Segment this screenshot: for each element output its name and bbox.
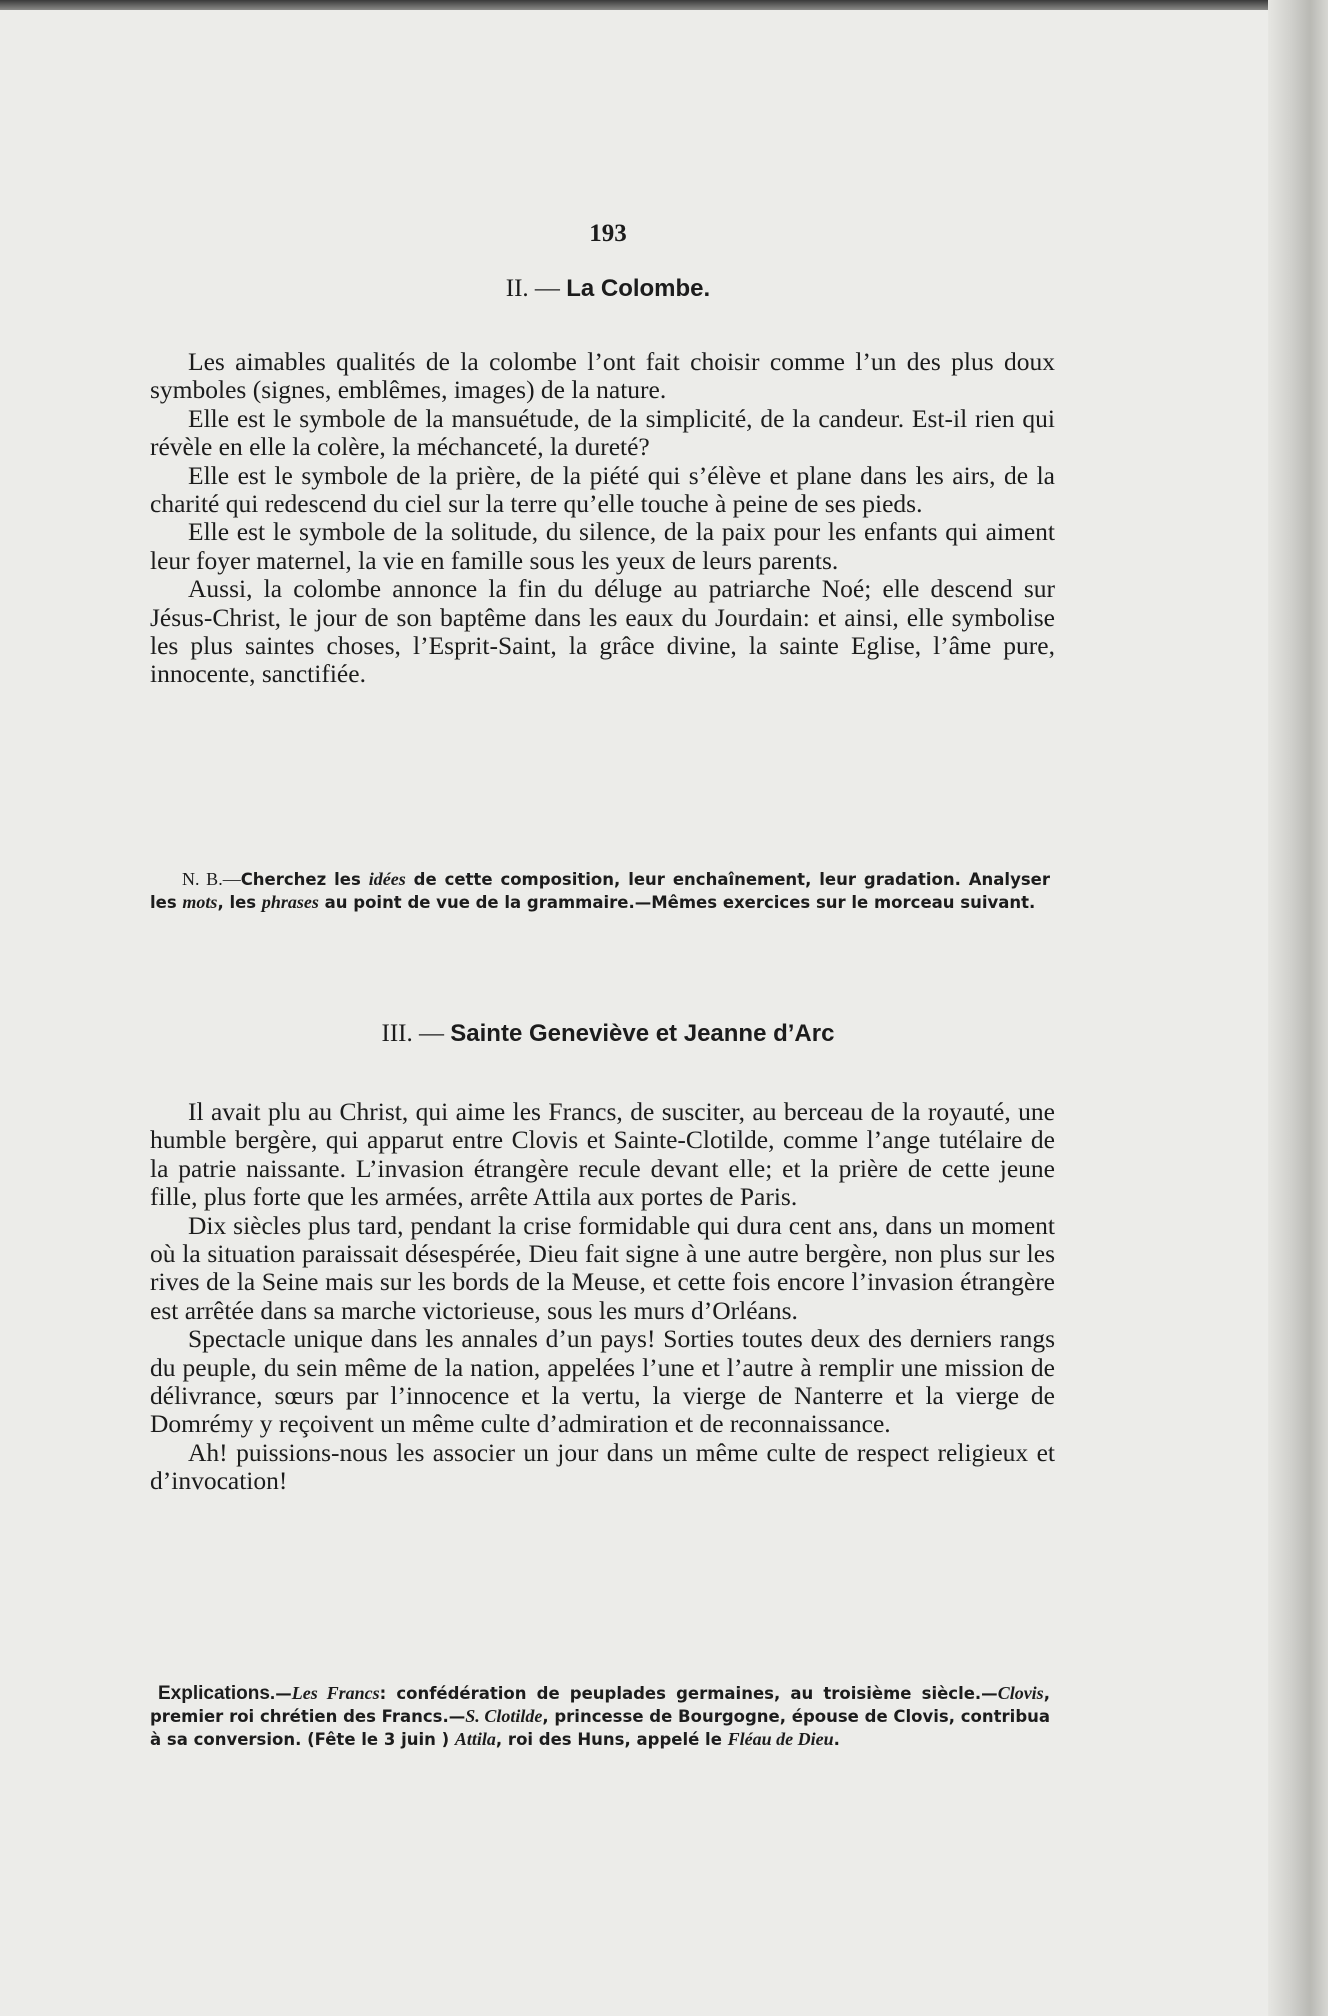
scan-top-edge	[0, 0, 1328, 10]
paragraph: Elle est le symbole de la mansuétude, de la simplicité, de la candeur. Est-il rien qui révèle en elle la colère, la méchanceté, la dureté?	[150, 403, 1055, 462]
explications-note	[150, 1682, 1050, 1751]
paragraph: Dix siècles plus tard, pendant la crise formidable qui dura cent ans, dans un moment où la situation paraissait désespérée, Dieu fait signe à une autre bergère, non plus sur les rives de la Seine mais sur les bords de la Meuse, et cette fois encore l’invasion étrangère est arrêtée dans sa marche victorieuse, sous les murs d’Orléans.	[150, 1210, 1055, 1325]
note-italic: idées	[368, 869, 406, 889]
nota-bene-note	[150, 868, 1050, 914]
section-2-title	[0, 275, 1216, 303]
book-page	[0, 10, 1268, 2016]
note-italic: Clovis	[997, 1683, 1044, 1703]
note-text: , roi des Huns, appelé le	[495, 1730, 728, 1749]
note-text: , princesse de Bourgogne, épouse de Clovis, contribua à sa conversion. (Fête le 3 juin )	[150, 1707, 1051, 1749]
note-text: , premier roi chrétien des Francs.—	[150, 1684, 1050, 1726]
note-text: , les	[217, 893, 262, 912]
scan-binding-edge	[1268, 0, 1328, 2016]
section-2-body	[150, 348, 1055, 689]
note-italic: Fléau de Dieu	[727, 1729, 834, 1749]
note-italic: S. Clotilde	[465, 1706, 543, 1726]
section-3-body	[150, 1098, 1055, 1496]
section-3-name: Sainte Geneviève et Jeanne d’Arc	[450, 1020, 835, 1047]
section-3-number: III. —	[381, 1020, 451, 1047]
note-text: au point de vue de la grammaire.—Mêmes exercices sur le morceau suivant.	[318, 893, 1036, 912]
note-text: : confédération de peuplades germaines, au troisième siècle.—	[379, 1684, 998, 1703]
note-italic: phrases	[261, 892, 319, 912]
paragraph: Ah! puissions-nous les associer un jour dans un même culte de respect religieux et d’invocation!	[150, 1437, 1055, 1496]
note-italic: mots	[182, 892, 218, 912]
note-italic: Attila	[454, 1729, 496, 1749]
paragraph: Il avait plu au Christ, qui aime les Francs, de susciter, au berceau de la royauté, une humble bergère, qui apparut entre Clovis et Sainte-Clotilde, comme l’ange tutélaire de la patrie naissante. L’invasion étrangère recule devant elle; et la prière de cette jeune fille, plus forte que les armées, arrête Attila aux portes de Paris.	[150, 1097, 1055, 1212]
paragraph: Elle est le symbole de la solitude, du silence, de la paix pour les enfants qui aiment leur foyer maternel, la vie en famille sous les yeux de leurs parents.	[150, 517, 1055, 575]
note-text: —	[275, 1684, 292, 1703]
note-lead: N. B.—	[182, 869, 241, 889]
note-text: Cherchez les	[240, 870, 369, 889]
paragraph: Les aimables qualités de la colombe l’ont fait choisir comme l’un des plus doux symboles (signes, emblêmes, images) de la nature.	[150, 347, 1055, 405]
paragraph: Spectacle unique dans les annales d’un pays! Sorties toutes deux des derniers rangs du peuple, du sein même de la nation, appelées l’une et l’autre à remplir une mission de délivrance, sœurs par l’innocence et la vertu, la vierge de Nanterre et la vierge de Domrémy y reçoivent un même culte d’admiration et de reconnaissance.	[150, 1324, 1055, 1439]
paragraph: Aussi, la colombe annonce la fin du déluge au patriarche Noé; elle descend sur Jésus-Christ, le jour de son baptême dans les eaux du Jourdain: et ainsi, elle symbolise les plus saintes choses, l’Esprit-Saint, la grâce divine, la sainte Eglise, l’âme pure, innocente, sanctifiée.	[150, 574, 1055, 689]
section-2-number: II. —	[505, 275, 567, 302]
note-italic: Les Francs	[291, 1683, 380, 1703]
note-text: .	[833, 1730, 840, 1749]
paragraph: Elle est le symbole de la prière, de la piété qui s’élève et plane dans les airs, de la charité qui redescend du ciel sur la terre qu’elle touche à peine de ses pieds.	[150, 460, 1055, 519]
section-2-name: La Colombe.	[566, 275, 711, 302]
page-number: 193	[589, 220, 627, 247]
explications-lead: Explications.	[158, 1683, 276, 1704]
section-3-title	[0, 1020, 1216, 1048]
note-text: de cette composition, leur enchaînement, leur gradation. Analyser les	[150, 870, 1050, 912]
